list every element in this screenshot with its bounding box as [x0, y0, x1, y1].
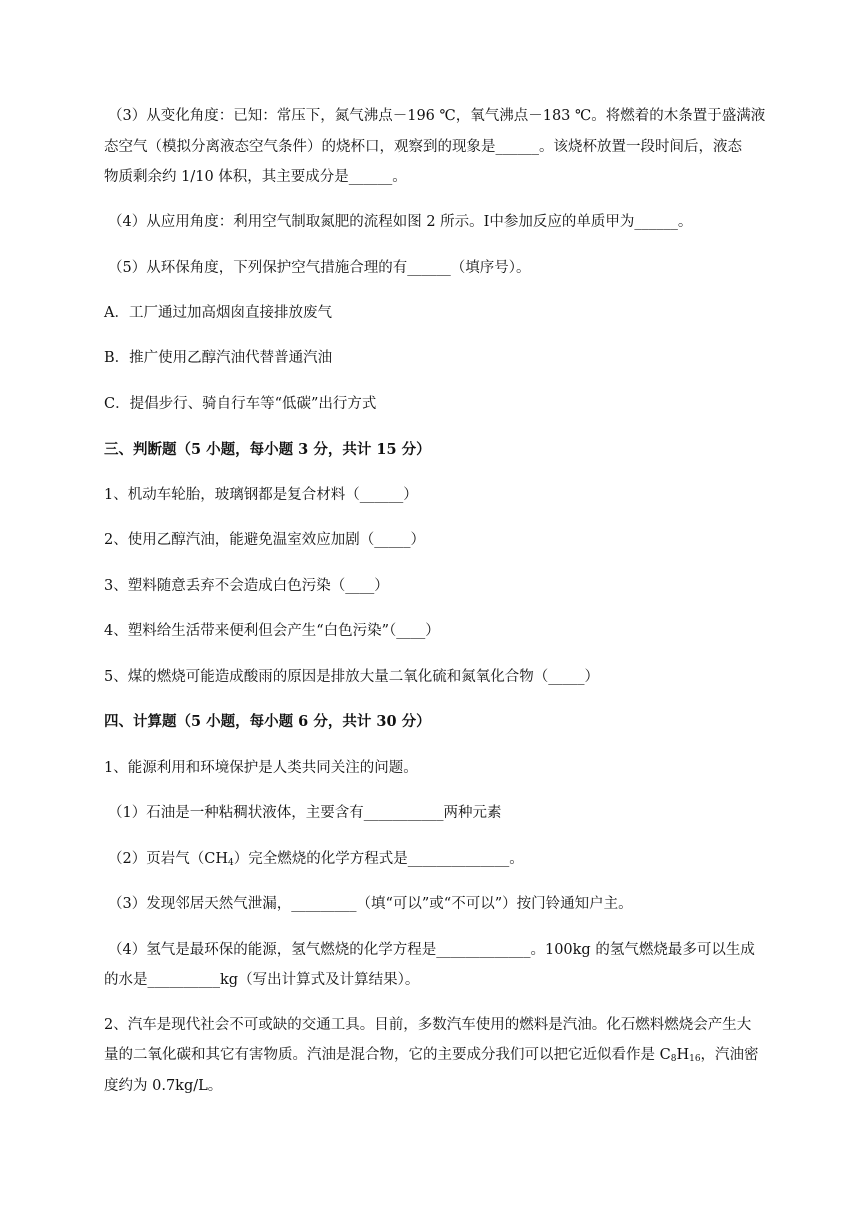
judge-item-4: 4、塑料给生活带来便利但会产生“白色污染”（____） — [104, 623, 440, 639]
calc-q1-2-post: ）完全燃烧的化学方程式是______________。 — [233, 851, 524, 867]
h-symbol: H — [676, 1047, 690, 1063]
calc-q1-1: （1）石油是一种粘稠状液体，主要含有___________两种元素 — [108, 805, 502, 821]
calc-q2-line-3: 度约为 0.7kg/L。 — [104, 1078, 223, 1094]
judge-item-5: 5、煤的燃烧可能造成酸雨的原因是排放大量二氧化硫和氮氧化合物（_____） — [104, 669, 599, 685]
calc-q1-3: （3）发现邻居天然气泄漏，_________（填“可以”或“不可以”）按门铃通知户主。 — [108, 896, 633, 912]
section-3-heading: 三、判断题（5 小题，每小题 3 分，共计 15 分） — [104, 441, 431, 458]
calc-q1-4-line-2: 的水是__________kg（写出计算式及计算结果）。 — [104, 972, 420, 988]
judge-item-2: 2、使用乙醇汽油，能避免温室效应加剧（_____） — [104, 532, 425, 548]
section-4-heading: 四、计算题（5 小题，每小题 6 分，共计 30 分） — [104, 713, 431, 730]
q5-line: （5）从环保角度，下列保护空气措施合理的有______（填序号）。 — [108, 260, 531, 276]
calc-q1-2 — [108, 849, 524, 873]
ch4-subscript: 4 — [227, 858, 234, 868]
calc-q2-line-2 — [104, 1045, 759, 1069]
calc-q2-line-1: 2、汽车是现代社会不可或缺的交通工具。目前，多数汽车使用的燃料是汽油。化石燃料燃烧会产生大 — [104, 1017, 752, 1033]
q4-line: （4）从应用角度：利用空气制取氮肥的流程如图 2 所示。Ⅰ中参加反应的单质甲为______。 — [108, 214, 693, 230]
c8-subscript: 8 — [670, 1054, 677, 1064]
judge-item-1: 1、机动车轮胎，玻璃钢都是复合材料（______） — [104, 487, 418, 503]
option-b: B．推广使用乙醇汽油代替普通汽油 — [104, 350, 333, 366]
q3-line-3: 物质剩余约 1/10 体积，其主要成分是______。 — [104, 169, 407, 185]
h16-subscript: 16 — [689, 1054, 701, 1064]
q3-line-2: 态空气（模拟分离液态空气条件）的烧杯口，观察到的现象是______。该烧杯放置一段时间后，液态 — [104, 139, 742, 155]
calc-q2-line-2-pre: 量的二氧化碳和其它有害物质。汽油是混合物，它的主要成分我们可以把它近似看作是 C — [104, 1047, 671, 1063]
calc-q2-line-2-post: ，汽油密 — [700, 1047, 759, 1063]
judge-item-3: 3、塑料随意丢弃不会造成白色污染（____） — [104, 578, 389, 594]
calc-q1-4-line-1: （4）氢气是最环保的能源，氢气燃烧的化学方程是_____________。100kg 的氢气燃烧最多可以生成 — [108, 942, 755, 958]
option-c: C．提倡步行、骑自行车等“低碳”出行方式 — [104, 396, 377, 412]
option-a: A．工厂通过加高烟囱直接排放废气 — [104, 305, 332, 321]
calc-q1-intro: 1、能源利用和环境保护是人类共同关注的问题。 — [104, 760, 418, 776]
q3-line-1: （3）从变化角度：已知：常压下，氮气沸点－196 ℃，氧气沸点－183 ℃。将燃着的木条置于盛满液 — [108, 108, 766, 124]
calc-q1-2-pre: （2）页岩气（CH — [108, 851, 228, 867]
